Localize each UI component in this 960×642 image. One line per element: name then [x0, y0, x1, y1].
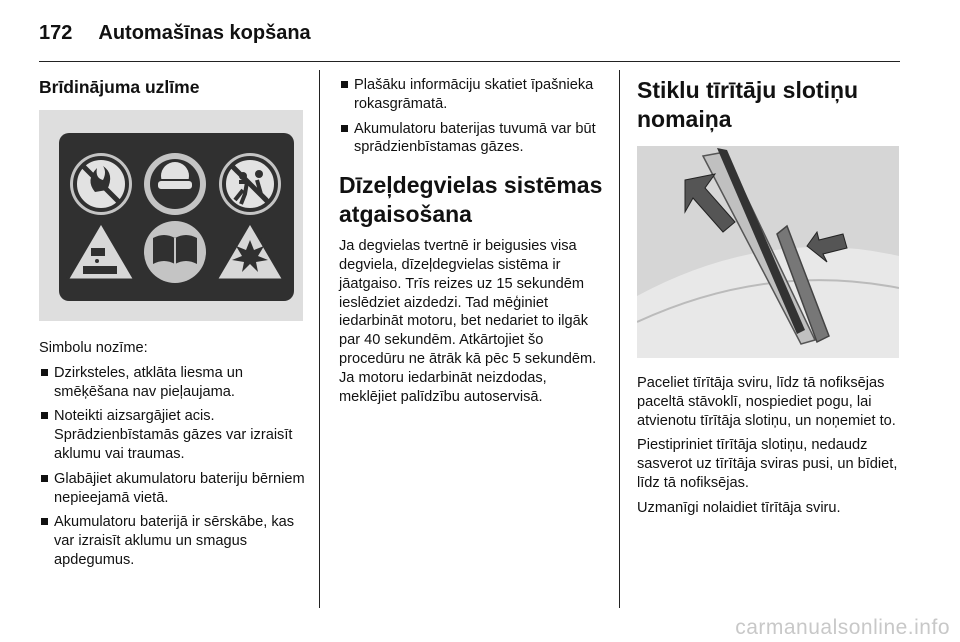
list-item: Dzirksteles, atklāta liesma un smēķēšana nav pieļaujama. [39, 364, 307, 402]
section-heading-wiper: Stiklu tīrītāju slotiņu nomaiņa [637, 77, 859, 132]
warning-label-figure [39, 110, 303, 321]
section-heading-diesel: Dīzeļdegvielas sistēmas atgaisošana [339, 172, 603, 228]
read-manual-icon [144, 221, 206, 283]
column-warning-label [39, 76, 307, 576]
wiper-paragraph-1: Paceliet tīrītāja sviru, līdz tā nofiksējas paceltā stāvoklī, nospiediet pogu, lai atvienotu tīrītāja slotiņu, un noņemiet to. [637, 375, 896, 429]
wiper-figure [637, 146, 899, 358]
column-wiper [637, 76, 903, 524]
list-item: Akumulatoru baterijā ir sērskābe, kas var izraisīt aklumu un smagus apdegumus. [39, 513, 307, 569]
symbols-list [39, 364, 307, 570]
wiper-paragraph-3: Uzmanīgi nolaidiet tīrītāja sviru. [637, 499, 841, 516]
keep-children-away-icon [219, 153, 281, 215]
diesel-paragraph: Ja degvielas tvertnē ir beigusies visa degviela, dīzeļdegvielas sistēma ir jāatgaiso. Trīs reizes uz 15 sekundēm ieslēdziet aizdedzi. Tad mēģiniet iedarbināt motoru, bet nedariet to ilgāk par 40 sekundēm. Atkārtojiet šo procedūru ne ātrāk kā pēc 5 sekundēm. Ja motoru iedarbināt neizdodas, meklējiet palīdzību autoservisā. [339, 238, 597, 405]
no-fire-icon [70, 153, 132, 215]
list-item: Glabājiet akumulatoru bateriju bērniem nepieejamā vietā. [39, 470, 307, 508]
wiper-illustration [637, 146, 899, 358]
wiper-paragraph-2: Piestipriniet tīrītāja slotiņu, nedaudz sasverot uz tīrītāja sviras pusi, un bīdiet, līdz tā nofiksējas. [637, 437, 898, 491]
column-divider-1 [319, 70, 320, 608]
symbols-intro: Simbolu nozīme: [39, 340, 148, 356]
watermark: carmanualsonline.info [735, 616, 950, 639]
header-rule [39, 61, 900, 62]
eye-protection-icon [144, 153, 206, 215]
section-heading-warning-label: Brīdinājuma uzlīme [39, 77, 200, 97]
column-divider-2 [619, 70, 620, 608]
page-number: 172 [39, 21, 73, 44]
list-item: Plašāku informāciju skatiet īpašnieka rokasgrāmatā. [339, 76, 605, 114]
list-item: Akumulatoru baterijas tuvumā var būt sprādzienbīstamas gāzes. [339, 120, 605, 158]
list-item: Noteikti aizsargājiet acis. Sprādzienbīstamās gāzes var izraisīt aklumu vai traumas. [39, 407, 307, 463]
warning-signs-svg [39, 110, 303, 321]
page-header [39, 18, 311, 48]
chapter-title: Automašīnas kopšana [98, 21, 311, 44]
symbols-list-continued [339, 76, 605, 157]
column-diesel [339, 76, 605, 412]
